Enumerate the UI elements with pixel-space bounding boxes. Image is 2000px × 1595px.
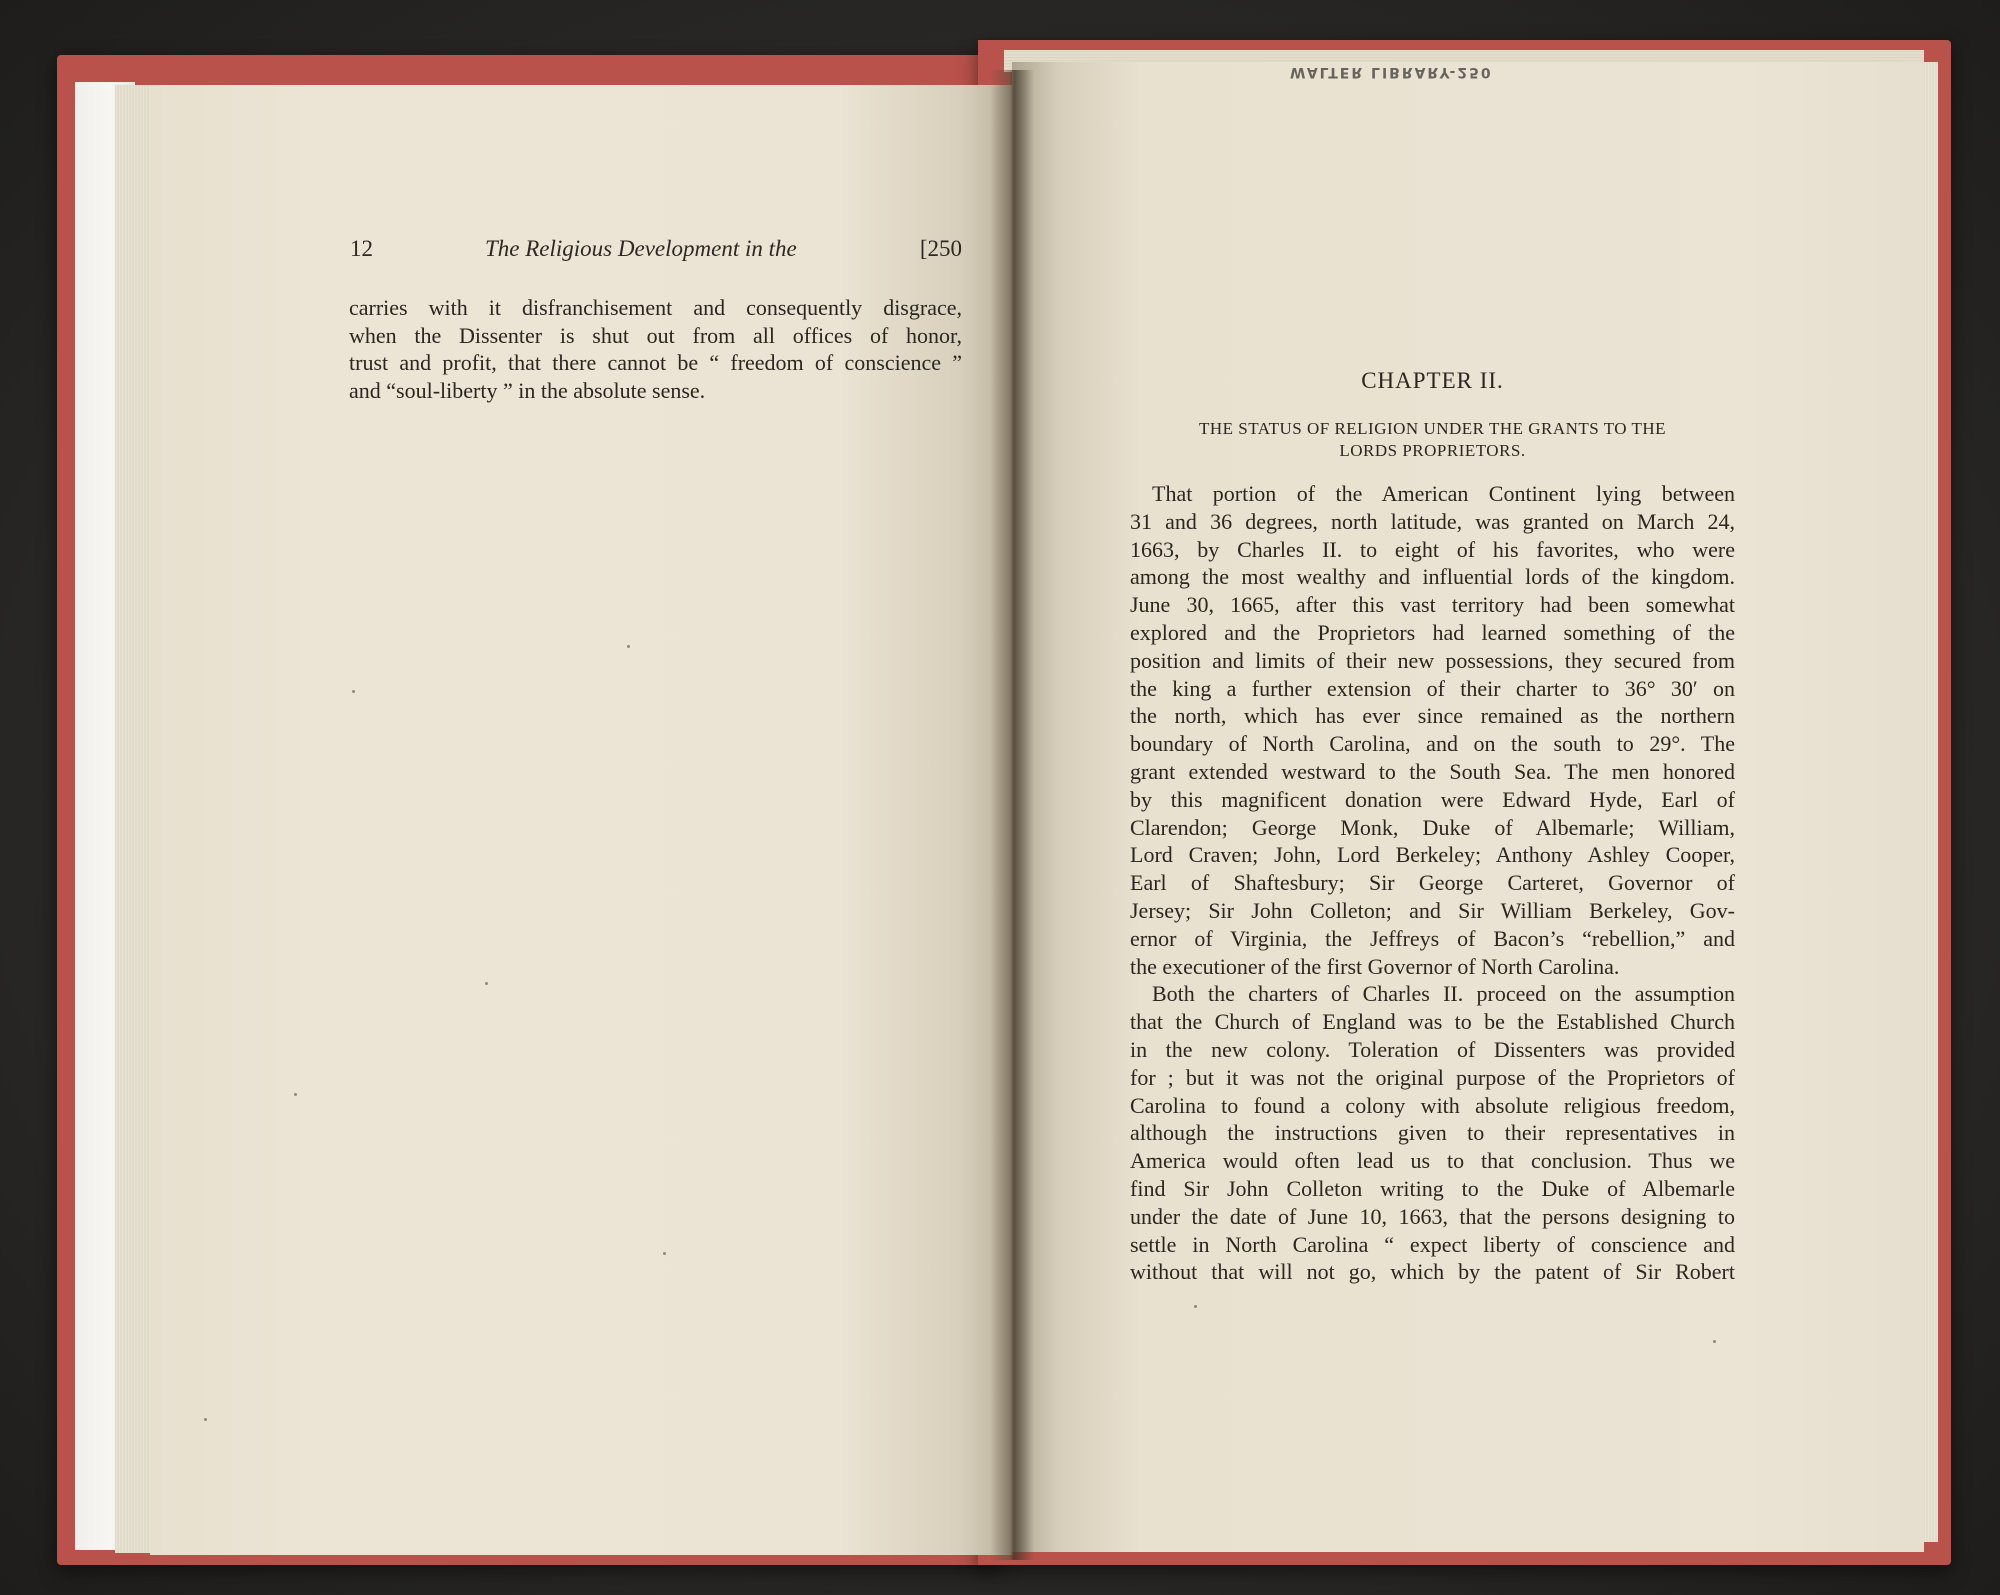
paper-speck (204, 1418, 207, 1421)
text-line: the king a further extension of their charter to 36° 30′ on (1130, 675, 1735, 701)
text-line: that the Church of England was to be the Established Church (1130, 1009, 1735, 1035)
text-line: Clarendon; George Monk, Duke of Albemarle; William, (1130, 814, 1735, 840)
text-line: Lord Craven; John, Lord Berkeley; Anthony Ashley Cooper, (1130, 842, 1735, 868)
original-page-number: [250 (919, 236, 962, 261)
paper-speck (294, 1093, 297, 1096)
text-line: Carolina to found a colony with absolute religious freedom, (1130, 1092, 1735, 1118)
paper-speck (485, 982, 488, 985)
text-line: without that will not go, which by the patent of Sir Robert (1130, 1259, 1735, 1285)
page-number: 12 (350, 236, 373, 261)
text-line: Jersey; Sir John Colleton; and Sir William Berkeley, Gov- (1130, 897, 1735, 923)
chapter-heading: CHAPTER II. (1361, 368, 1504, 393)
paper-speck (663, 1252, 666, 1255)
text-line: position and limits of their new possessions, they secured from (1130, 647, 1735, 673)
subtitle-line: THE STATUS OF RELIGION UNDER THE GRANTS TO THE (1198, 419, 1667, 438)
text-line: by this magnificent donation were Edward Hyde, Earl of (1130, 786, 1735, 812)
right-body (1130, 480, 1735, 1286)
running-title: The Religious Development in the (485, 236, 797, 261)
paper-speck (627, 645, 630, 648)
paper-speck (352, 690, 355, 693)
chapter-subtitle (1130, 418, 1735, 462)
text-line: find Sir John Colleton writing to the Duke of Albemarle (1130, 1175, 1735, 1201)
library-stamp: WALTER LIBRARY-250 (1290, 64, 1493, 80)
paper-speck (1194, 1305, 1197, 1308)
text-line: grant extended westward to the South Sea. The men honored (1130, 758, 1735, 784)
text-line: boundary of North Carolina, and on the south to 29°. The (1130, 731, 1735, 757)
text-line: Earl of Shaftesbury; Sir George Carteret, Governor of (1130, 870, 1735, 896)
text-line: although the instructions given to their representatives in (1130, 1120, 1735, 1146)
text-line: settle in North Carolina “ expect liberty of conscience and (1130, 1231, 1735, 1257)
paper-speck (1713, 1340, 1716, 1343)
subtitle-line: LORDS PROPRIETORS. (1339, 441, 1526, 460)
text-line: That portion of the American Continent lying between (1152, 481, 1735, 506)
page-edges-left (115, 85, 155, 1553)
running-header (350, 236, 962, 270)
text-line: carries with it disfranchisement and consequently disgrace, (349, 295, 962, 320)
text-line: in the new colony. Toleration of Dissenters was provided (1130, 1036, 1735, 1062)
text-line: ernor of Virginia, the Jeffreys of Bacon’s “rebellion,” and (1130, 925, 1735, 951)
text-line: 1663, by Charles II. to eight of his favorites, who were (1130, 536, 1735, 562)
text-line: explored and the Proprietors had learned something of the (1130, 619, 1735, 645)
left-paragraph (349, 294, 962, 404)
text-line: the north, which has ever since remained as the northern (1130, 703, 1735, 729)
text-line: the executioner of the first Governor of North Carolina. (1130, 953, 1620, 979)
text-line: America would often lead us to that conclusion. Thus we (1130, 1148, 1735, 1174)
text-line: when the Dissenter is shut out from all offices of honor, (349, 322, 962, 348)
text-line: for ; but it was not the original purpose of the Proprietors of (1130, 1064, 1735, 1090)
text-line: among the most wealthy and influential lords of the kingdom. (1130, 564, 1735, 590)
text-line: under the date of June 10, 1663, that the persons designing to (1130, 1203, 1735, 1229)
text-line: June 30, 1665, after this vast territory had been somewhat (1130, 592, 1735, 618)
text-line: Both the charters of Charles II. proceed on the assumption (1152, 981, 1735, 1007)
text-line: and “soul-liberty ” in the absolute sense. (349, 377, 706, 403)
text-line: trust and profit, that there cannot be “ freedom of conscience ” (349, 350, 962, 375)
text-line: 31 and 36 degrees, north latitude, was granted on March 24, (1130, 508, 1735, 534)
book-gutter (990, 70, 1034, 1560)
